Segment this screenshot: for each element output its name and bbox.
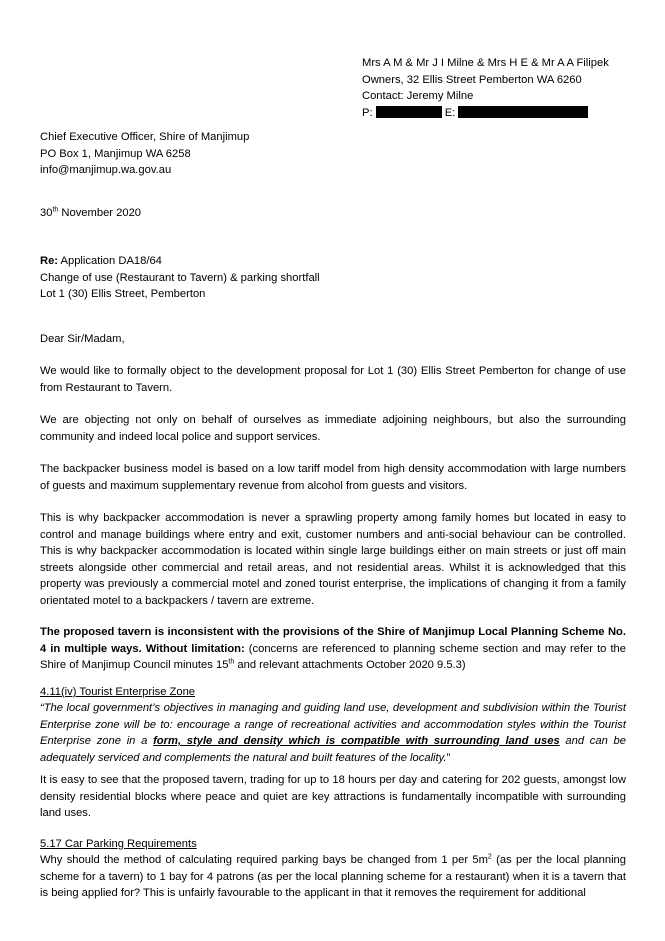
recipient-line-1: Chief Executive Officer, Shire of Manjimup	[40, 131, 250, 143]
heading-2-text: 5.17 Car Parking Requirements	[40, 838, 197, 850]
subject-label: Re:	[40, 255, 59, 267]
minutes-date-suffix: th	[228, 658, 235, 666]
quote-zone-objectives	[40, 700, 626, 766]
subject-line	[40, 253, 440, 270]
date-rest: November 2020	[58, 207, 142, 219]
sender-contact: Contact: Jeremy Milne	[362, 90, 474, 102]
heading-1-text: 4.11(iv) Tourist Enterprise Zone	[40, 686, 196, 698]
quote-close: ”	[446, 751, 451, 764]
email-label: E:	[444, 106, 456, 119]
inconsistency-note-end: and relevant attachments October 2020 9.5.3)	[234, 659, 466, 671]
phone-label: P:	[362, 106, 373, 119]
sender-block	[362, 55, 652, 121]
subject-change-of-use: Change of use (Restaurant to Tavern) & parking shortfall	[40, 271, 320, 284]
sender-contact-details	[362, 105, 652, 122]
redacted-phone	[376, 106, 442, 118]
heading-car-parking	[40, 836, 626, 853]
quote-part-2: and can be adequately serviced and complements the natural and built features of the locality.	[40, 735, 626, 764]
parking-part-1: Why should the method of calculating required parking bays be changed from 1 per 5m	[40, 854, 488, 866]
paragraph-business-model: The backpacker business model is based on a low tariff model from high density accommodation with large numbers of guests and maximum supplementary revenue from alcohol from guests and visitors.	[40, 463, 626, 492]
paragraph-parking	[40, 852, 626, 902]
inconsistency-statement: The proposed tavern is inconsistent with the provisions of the Shire of Manjimup Local Planning Scheme No. 4 in multiple ways. Without limitation:	[40, 626, 626, 655]
recipient-block	[40, 129, 440, 179]
paragraph-neighbours: We are objecting not only on behalf of ourselves as immediate adjoining neighbours, but also the surrounding community and indeed local police and support services.	[40, 414, 626, 443]
quote-part-1: “The local government’s objectives in managing and guiding land use, development and subdivision within the Tourist Enterprise zone will be to: encourage a range of recreational activities and accommodation styles within the Tourist Enterprise zone in a	[40, 702, 626, 747]
parking-part-2: (as per the local planning scheme for a tavern) to 1 bay for 4 patrons (as per the local planning scheme for a restaurant) when it is a tavern that is being applied for? This is unfairly favourable to the applicant in that it removes the requirement for additional	[40, 854, 626, 899]
subject-block	[40, 253, 440, 303]
paragraph-backpacker-location: This is why backpacker accommodation is never a sprawling property among family homes but located in easy to control and manage buildings where entry and exit, customer numbers and anti-social behaviour can be controlled. This is why backpacker accommodation is located within single large buildings either on main streets or just off main streets alongside other commercial and retail areas, and not residential areas. Whilst it is acknowledged that this property was previously a commercial motel and zoned tourist enterprise, the implications of changing it from a family orientated motel to a backpackers / tavern are extreme.	[40, 512, 626, 607]
heading-tourist-enterprise-zone	[40, 684, 626, 701]
redacted-email	[458, 106, 588, 118]
application-number: Application DA18/64	[58, 255, 162, 267]
quote-emphasis: form, style and density which is compatible with surrounding land uses	[153, 735, 560, 747]
salutation: Dear Sir/Madam,	[40, 333, 125, 345]
recipient-line-2: PO Box 1, Manjimup WA 6258	[40, 147, 191, 160]
date-suffix: th	[52, 206, 59, 214]
paragraph-inconsistency	[40, 624, 626, 674]
recipient-email: info@manjimup.wa.gov.au	[40, 164, 172, 176]
date-day: 30	[40, 207, 53, 219]
paragraph-incompatible: It is easy to see that the proposed tavern, trading for up to 18 hours per day and catering for 202 guests, amongst low density residential blocks where peace and quiet are key attractions is fundamentally incompatible with surrounding land uses.	[40, 774, 626, 819]
inconsistency-note: (concerns are referenced to planning scheme section and may refer to the Shire of Manjimup Council minutes 15	[40, 642, 626, 671]
letter-date	[40, 205, 141, 222]
paragraph-objection: We would like to formally object to the development proposal for Lot 1 (30) Ellis Street Pemberton for change of use from Restaurant to Tavern.	[40, 365, 626, 394]
sender-names: Mrs A M & Mr J I Milne & Mrs H E & Mr A A Filipek	[362, 57, 609, 69]
subject-lot: Lot 1 (30) Ellis Street, Pemberton	[40, 288, 206, 300]
squared-superscript: 2	[487, 853, 492, 861]
sender-address: Owners, 32 Ellis Street Pemberton WA 6260	[362, 73, 582, 86]
